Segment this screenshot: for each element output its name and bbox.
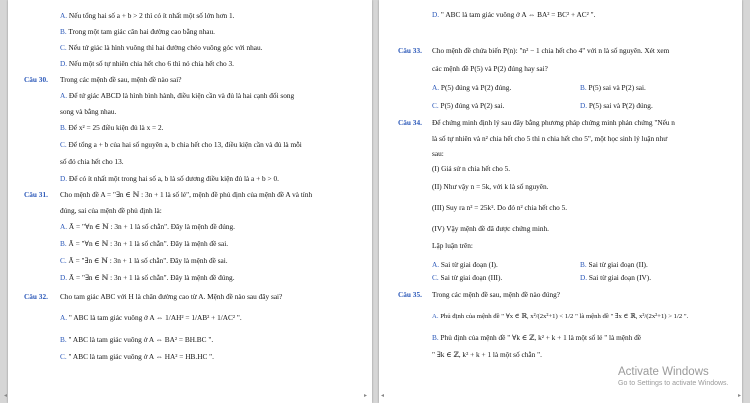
option-line: B. Ā = "∀n ∈ ℕ : 3n + 1 là số chẵn". Đây là mệnh đề sai. (60, 239, 229, 248)
question-34-text: là số tự nhiên và n² chia hết cho 5 thì n chia hết cho 5", một học sinh lý luận như (432, 134, 668, 143)
question-32-text: Cho tam giác ABC với H là chân đường cao từ A. Mệnh đề nào sau đây sai? (60, 292, 283, 301)
option-line: A. Nếu tổng hai số a + b > 2 thì có ít nhất một số lớn hơn 1. (60, 11, 235, 20)
proof-step: (IV) Vậy mệnh đề đã được chứng minh. (432, 224, 550, 233)
option-line: A. P(5) đúng và P(2) đúng. (432, 83, 512, 92)
option-line: B. Trong một tam giác cân hai đường cao bằng nhau. (60, 27, 215, 36)
option-line: A. Sai từ giai đoạn (I). (432, 260, 498, 269)
option-line: B. Phủ định của mệnh đề " ∀k ∈ ℤ, k² + k + 1 là một số lẻ " là mệnh đề (432, 333, 642, 342)
question-35-text: Trong các mệnh đề sau, mệnh đề nào đúng? (432, 290, 561, 299)
option-line: A. " ABC là tam giác vuông ở A ⇔ 1/AH² = 1/AB² + 1/AC² ". (60, 313, 242, 322)
option-line: C. Để tổng a + b của hai số nguyên a, b chia hết cho 13, điều kiện cần và đủ là mỗi (60, 140, 302, 149)
scroll-right-icon[interactable]: ▸ (364, 392, 368, 399)
proof-step: Lập luận trên: (432, 241, 473, 250)
option-line: A. Phủ định của mệnh đề " ∀x ∈ ℝ, x²/(2x²+1) < 1/2 " là mệnh đề " ∃x ∈ ℝ, x²/(2x²+1) > 1/2 ". (432, 313, 689, 320)
option-line: B. Sai từ giai đoạn (II). (580, 260, 648, 269)
question-31-text: Cho mệnh đề A = "∃n ∈ ℕ : 3n + 1 là số lẻ", mệnh đề phủ định của mệnh đề A và tính (60, 190, 313, 199)
question-30-label: Câu 30. (24, 75, 48, 84)
right-page (379, 0, 742, 403)
scroll-right-icon[interactable]: ▸ (738, 392, 742, 399)
option-line: song và bằng nhau. (60, 107, 117, 116)
proof-step: (I) Giả sử n chia hết cho 5. (432, 164, 511, 173)
option-line: B. " ABC là tam giác vuông ở A ⇔ BA² = BH.BC ". (60, 335, 214, 344)
option-line: số đó chia hết cho 13. (60, 157, 124, 166)
question-31-label: Câu 31. (24, 190, 48, 199)
option-line: D. Sai từ giai đoạn (IV). (580, 273, 652, 282)
option-line: C. P(5) đúng và P(2) sai. (432, 101, 505, 110)
option-line: C. Nếu tứ giác là hình vuông thì hai đường chéo vuông góc với nhau. (60, 43, 263, 52)
question-34-text: Để chứng minh định lý sau đây bằng phương pháp chứng minh phản chứng "Nếu n (432, 118, 675, 127)
option-line: C. Ā = "∃n ∈ ℕ : 3n + 1 là số chẵn". Đây là mệnh đề sai. (60, 256, 228, 265)
question-32-label: Câu 32. (24, 292, 48, 301)
option-line: B. Để x² = 25 điều kiện đủ là x = 2. (60, 123, 164, 132)
option-line: " ∃k ∈ ℤ, k² + k + 1 là một số chẵn ". (432, 350, 542, 359)
question-33-text: các mệnh đề P(5) và P(2) đúng hay sai? (432, 64, 548, 73)
option-line: D. P(5) sai và P(2) đúng. (580, 101, 653, 110)
activation-watermark-subtitle: Go to Settings to activate Windows. (618, 380, 729, 387)
scroll-left-icon[interactable]: ◂ (381, 392, 385, 399)
question-33-text: Cho mệnh đề chứa biến P(n): "n² − 1 chia hết cho 4" với n là số nguyên. Xét xem (432, 46, 670, 55)
scroll-left-icon[interactable]: ◂ (4, 392, 8, 399)
question-34-text: sau: (432, 149, 444, 158)
option-line: D. " ABC là tam giác vuông ở A ⇔ BA² = BC² + AC² ". (432, 10, 596, 19)
question-31-text: đúng, sai của mệnh đề phủ định là: (60, 206, 162, 215)
question-30-text: Trong các mệnh đề sau, mệnh đề nào sai? (60, 75, 182, 84)
proof-step: (II) Như vậy n = 5k, với k là số nguyên. (432, 182, 549, 191)
question-33-label: Câu 33. (398, 46, 422, 55)
option-line: D. Để có ít nhất một trong hai số a, b là số dương điều kiện đủ là a + b > 0. (60, 174, 279, 183)
option-line: A. Để tứ giác ABCD là hình bình hành, điều kiện cần và đủ là hai cạnh đối song (60, 91, 295, 100)
question-34-label: Câu 34. (398, 118, 422, 127)
option-line: C. Sai từ giai đoạn (III). (432, 273, 503, 282)
option-line: A. Ā = "∀n ∈ ℕ : 3n + 1 là số chẵn". Đây là mệnh đề đúng. (60, 222, 235, 231)
proof-step: (III) Suy ra n² = 25k². Do đó n² chia hết cho 5. (432, 203, 568, 212)
question-35-label: Câu 35. (398, 290, 422, 299)
activation-watermark-title: Activate Windows (618, 366, 709, 378)
option-line: D. Nếu một số tự nhiên chia hết cho 6 thì nó chia hết cho 3. (60, 59, 234, 68)
option-line: C. " ABC là tam giác vuông ở A ⇔ HA² = HB.HC ". (60, 352, 214, 361)
option-line: B. P(5) sai và P(2) sai. (580, 83, 646, 92)
option-line: D. Ā = "∃n ∈ ℕ : 3n + 1 là số chẵn". Đây là mệnh đề đúng. (60, 273, 235, 282)
